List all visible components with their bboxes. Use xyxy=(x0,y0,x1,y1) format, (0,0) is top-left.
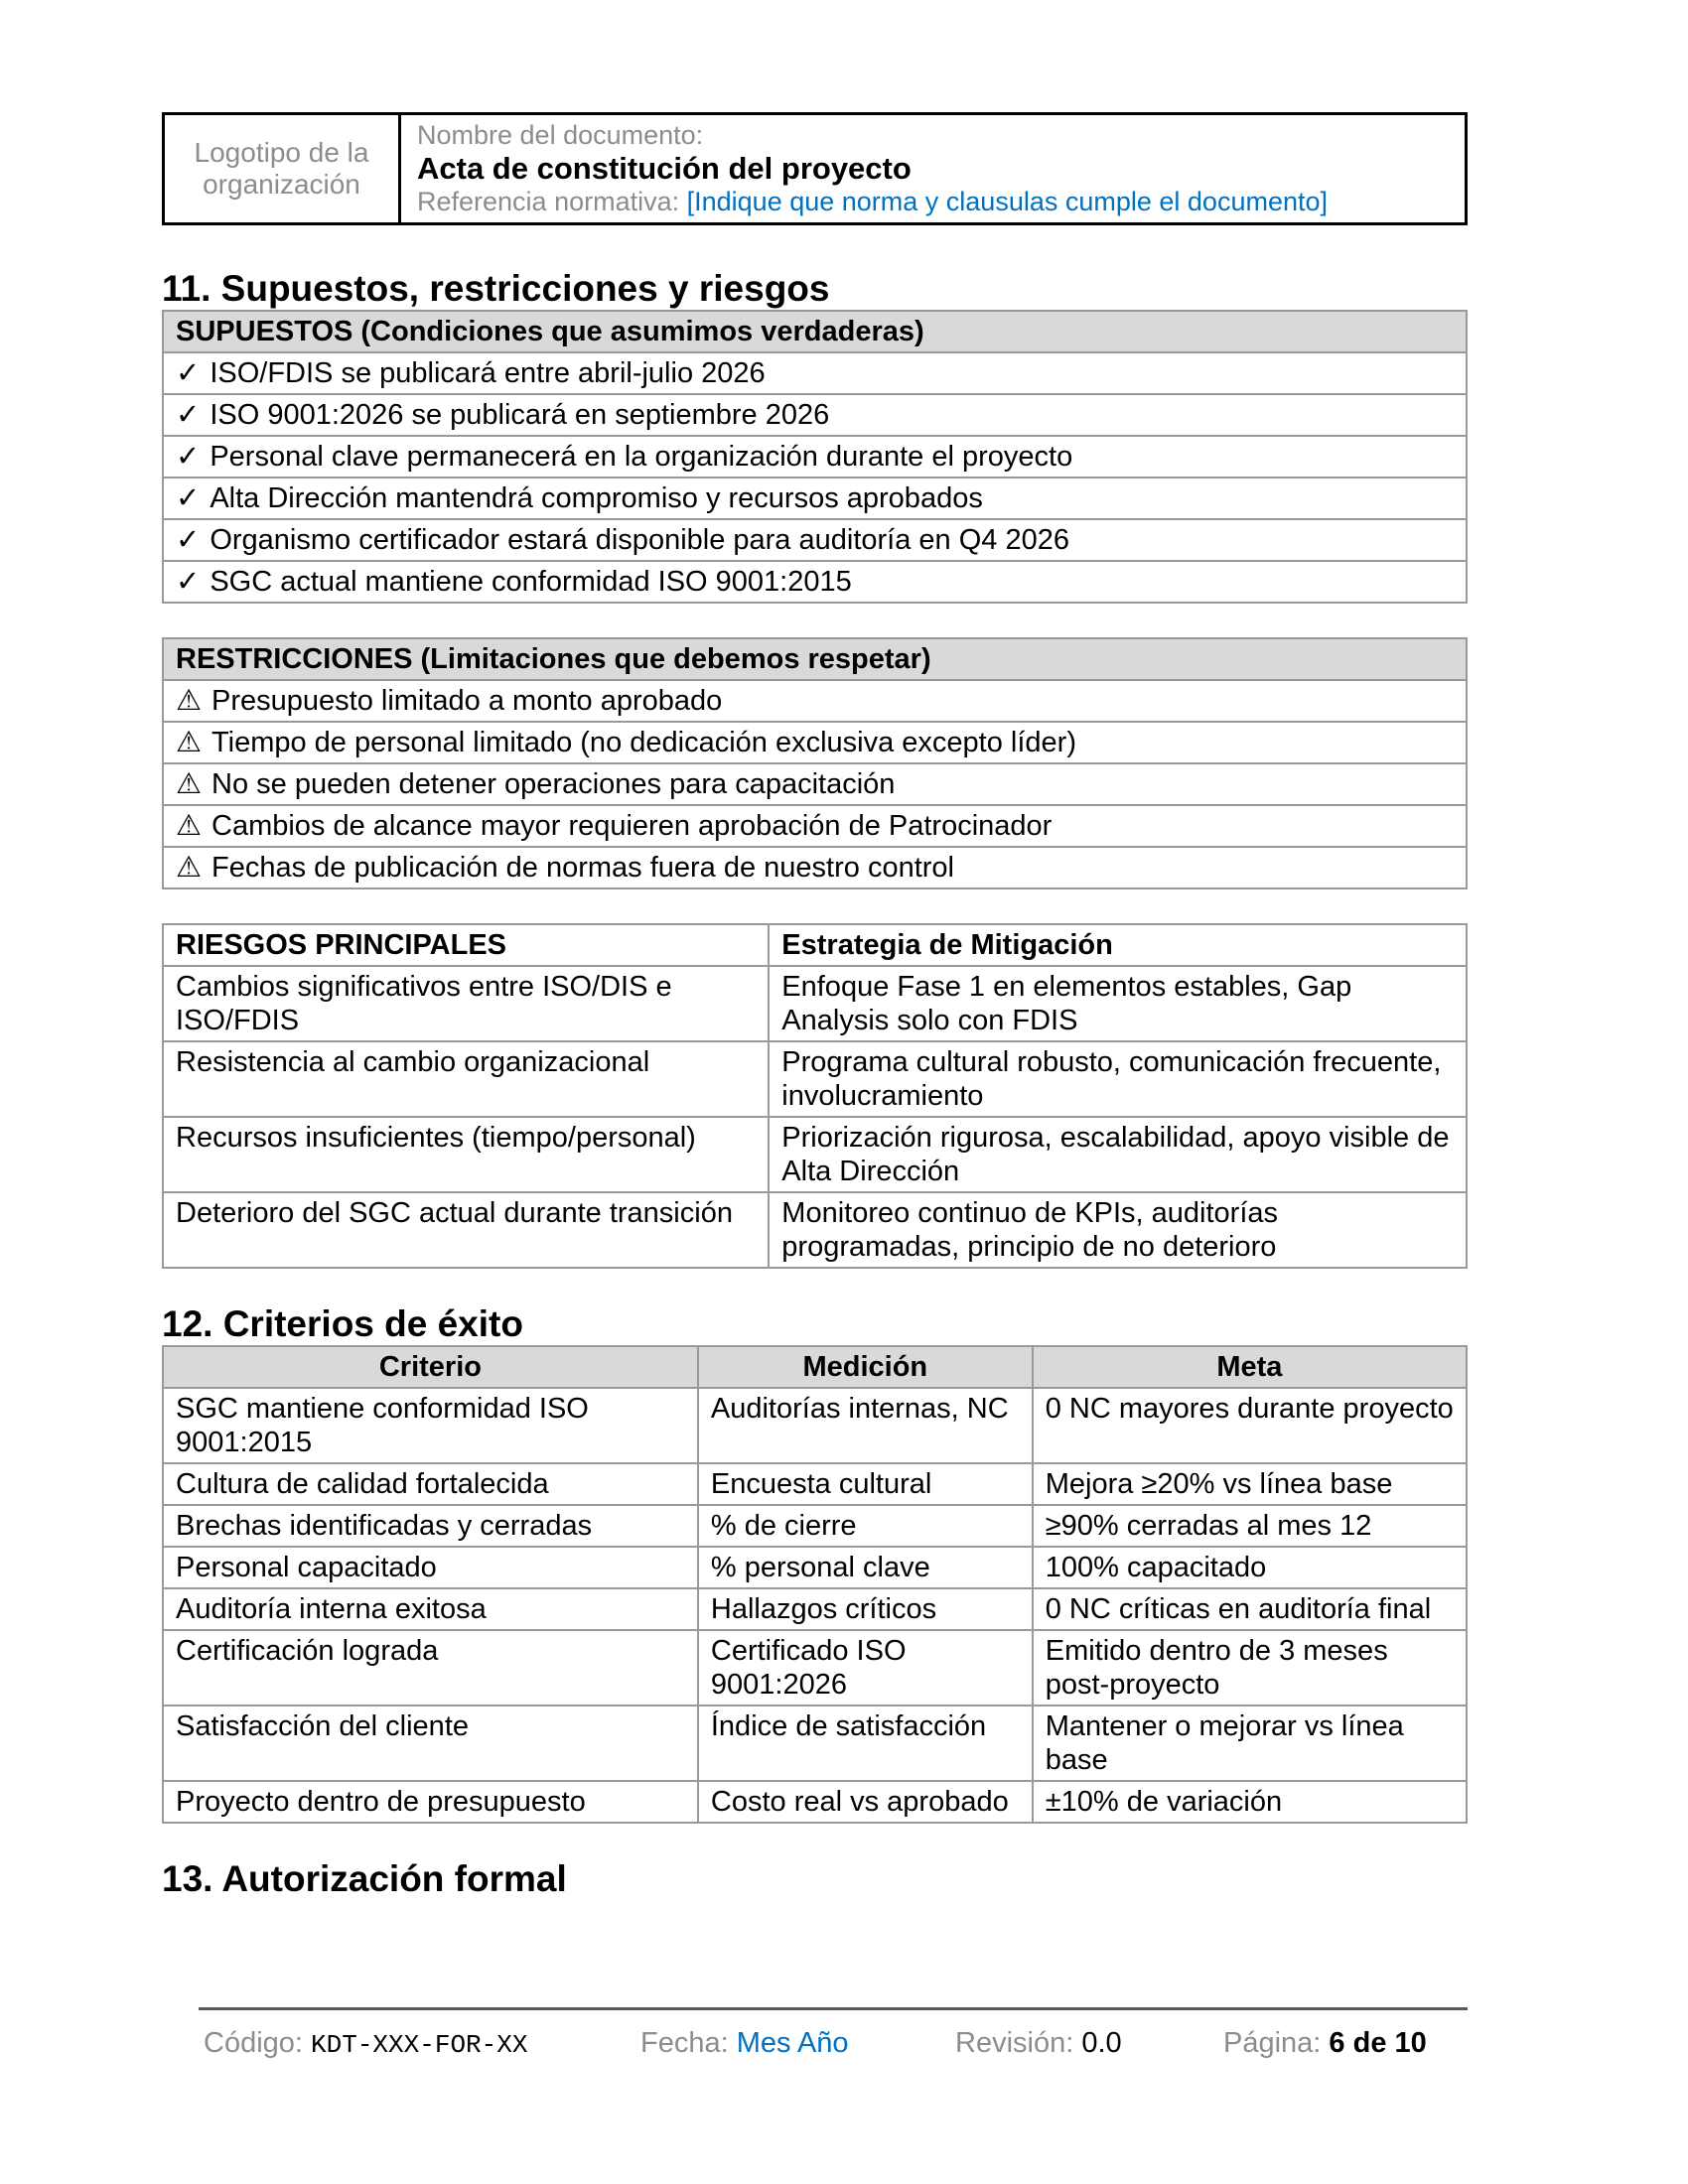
meta-cell: 0 NC mayores durante proyecto xyxy=(1033,1388,1467,1463)
criterio-cell: Certificación lograda xyxy=(163,1630,698,1706)
table-row xyxy=(163,1192,1467,1268)
medicion-cell: Auditorías internas, NC xyxy=(698,1388,1033,1463)
table-row xyxy=(163,1388,1467,1463)
riesgo-cell: Cambios significativos entre ISO/DIS e ISO/FDIS xyxy=(163,966,769,1041)
restricciones-header-row xyxy=(163,638,1467,680)
footer-divider xyxy=(199,2007,1468,2010)
organization-logo-placeholder xyxy=(165,115,401,222)
check-icon: ✓ xyxy=(176,566,201,598)
codigo-label: Código: xyxy=(204,2027,312,2059)
document-header-box xyxy=(162,112,1468,225)
warning-icon: ⚠ xyxy=(176,852,202,884)
revision-value: 0.0 xyxy=(1081,2027,1122,2059)
criterio-col-header: Criterio xyxy=(163,1346,698,1388)
footer-fecha xyxy=(640,2025,849,2061)
supuesto-text: Personal clave permanecerá en la organización durante el proyecto xyxy=(210,441,1073,473)
criterios-table xyxy=(162,1345,1468,1824)
revision-label: Revisión: xyxy=(955,2027,1082,2059)
supuestos-table xyxy=(162,310,1468,604)
table-row xyxy=(163,352,1467,394)
supuesto-text: SGC actual mantiene conformidad ISO 9001:2015 xyxy=(210,566,852,598)
table-row xyxy=(163,1041,1467,1117)
table-row xyxy=(163,1117,1467,1192)
meta-cell: ±10% de variación xyxy=(1033,1781,1467,1823)
medicion-cell: Hallazgos críticos xyxy=(698,1588,1033,1630)
table-row xyxy=(163,1588,1467,1630)
table-row xyxy=(163,1781,1467,1823)
meta-cell: Mantener o mejorar vs línea base xyxy=(1033,1706,1467,1781)
table-row xyxy=(163,478,1467,519)
criterio-cell: SGC mantiene conformidad ISO 9001:2015 xyxy=(163,1388,698,1463)
medicion-cell: % personal clave xyxy=(698,1547,1033,1588)
meta-col-header: Meta xyxy=(1033,1346,1467,1388)
table-row xyxy=(163,1630,1467,1706)
medicion-col-header: Medición xyxy=(698,1346,1033,1388)
table-row xyxy=(163,763,1467,805)
footer-pagina xyxy=(1223,2025,1427,2061)
pagina-value: 6 de 10 xyxy=(1329,2027,1427,2059)
meta-cell: Emitido dentro de 3 meses post-proyecto xyxy=(1033,1630,1467,1706)
meta-cell: ≥90% cerradas al mes 12 xyxy=(1033,1505,1467,1547)
section-11-title: 11. Supuestos, restricciones y riesgos xyxy=(162,268,830,309)
section-13-title: 13. Autorización formal xyxy=(162,1858,567,1899)
table-row xyxy=(163,1505,1467,1547)
mitigacion-cell: Enfoque Fase 1 en elementos estables, Gap Analysis solo con FDIS xyxy=(769,966,1467,1041)
criterio-cell: Proyecto dentro de presupuesto xyxy=(163,1781,698,1823)
table-row xyxy=(163,680,1467,722)
mitigacion-cell: Monitoreo continuo de KPIs, auditorías programadas, principio de no deterioro xyxy=(769,1192,1467,1268)
riesgos-col1-header: RIESGOS PRINCIPALES xyxy=(163,924,769,966)
normative-reference-label: Referencia normativa: xyxy=(417,187,687,216)
check-icon: ✓ xyxy=(176,482,201,514)
table-row xyxy=(163,1547,1467,1588)
document-title: Acta de constitución del proyecto xyxy=(417,151,912,186)
meta-cell: 0 NC críticas en auditoría final xyxy=(1033,1588,1467,1630)
fecha-value: Mes Año xyxy=(736,2027,849,2059)
document-name-label: Nombre del documento: xyxy=(417,120,704,150)
codigo-value: KDT-XXX-FOR-XX xyxy=(311,2030,528,2060)
meta-cell: 100% capacitado xyxy=(1033,1547,1467,1588)
normative-reference-line xyxy=(417,187,1449,217)
restricciones-table xyxy=(162,637,1468,889)
riesgo-cell: Deterioro del SGC actual durante transición xyxy=(163,1192,769,1268)
riesgos-header-row xyxy=(163,924,1467,966)
section-12-title: 12. Criterios de éxito xyxy=(162,1303,523,1344)
table-row xyxy=(163,966,1467,1041)
table-row xyxy=(163,722,1467,763)
warning-icon: ⚠ xyxy=(176,810,202,842)
criterio-cell: Auditoría interna exitosa xyxy=(163,1588,698,1630)
riesgos-table xyxy=(162,923,1468,1269)
check-icon: ✓ xyxy=(176,441,201,473)
criterio-cell: Satisfacción del cliente xyxy=(163,1706,698,1781)
riesgo-cell: Recursos insuficientes (tiempo/personal) xyxy=(163,1117,769,1192)
restriccion-text: Fechas de publicación de normas fuera de nuestro control xyxy=(211,852,954,884)
criterios-header-row xyxy=(163,1346,1467,1388)
warning-icon: ⚠ xyxy=(176,727,202,758)
logo-placeholder-text: Logotipo de la organización xyxy=(194,137,369,200)
supuestos-header-row xyxy=(163,311,1467,352)
document-header-info xyxy=(401,115,1465,222)
fecha-label: Fecha: xyxy=(640,2027,737,2059)
table-row xyxy=(163,1706,1467,1781)
medicion-cell: Índice de satisfacción xyxy=(698,1706,1033,1781)
medicion-cell: Costo real vs aprobado xyxy=(698,1781,1033,1823)
page-footer xyxy=(0,2025,1688,2065)
supuestos-header-cell: SUPUESTOS (Condiciones que asumimos verdaderas) xyxy=(163,311,1467,352)
table-row xyxy=(163,519,1467,561)
restriccion-text: Presupuesto limitado a monto aprobado xyxy=(211,685,723,717)
meta-cell: Mejora ≥20% vs línea base xyxy=(1033,1463,1467,1505)
medicion-cell: Certificado ISO 9001:2026 xyxy=(698,1630,1033,1706)
criterio-cell: Personal capacitado xyxy=(163,1547,698,1588)
normative-reference-placeholder: [Indique que norma y clausulas cumple el documento] xyxy=(686,187,1329,216)
supuesto-text: ISO 9001:2026 se publicará en septiembre 2026 xyxy=(210,399,830,431)
criterio-cell: Cultura de calidad fortalecida xyxy=(163,1463,698,1505)
table-row xyxy=(163,561,1467,603)
medicion-cell: % de cierre xyxy=(698,1505,1033,1547)
table-row xyxy=(163,805,1467,847)
table-row xyxy=(163,394,1467,436)
restriccion-text: No se pueden detener operaciones para capacitación xyxy=(211,768,896,800)
table-row xyxy=(163,436,1467,478)
riesgos-col2-header: Estrategia de Mitigación xyxy=(769,924,1467,966)
mitigacion-cell: Priorización rigurosa, escalabilidad, apoyo visible de Alta Dirección xyxy=(769,1117,1467,1192)
supuesto-text: ISO/FDIS se publicará entre abril-julio 2026 xyxy=(210,357,766,389)
restriccion-text: Tiempo de personal limitado (no dedicación exclusiva excepto líder) xyxy=(211,727,1076,758)
table-row xyxy=(163,1463,1467,1505)
check-icon: ✓ xyxy=(176,357,201,389)
medicion-cell: Encuesta cultural xyxy=(698,1463,1033,1505)
document-page xyxy=(162,112,1468,1900)
table-row xyxy=(163,847,1467,888)
restricciones-header-cell: RESTRICCIONES (Limitaciones que debemos respetar) xyxy=(163,638,1467,680)
supuesto-text: Alta Dirección mantendrá compromiso y recursos aprobados xyxy=(210,482,983,514)
check-icon: ✓ xyxy=(176,399,201,431)
footer-revision xyxy=(955,2025,1122,2061)
supuesto-text: Organismo certificador estará disponible para auditoría en Q4 2026 xyxy=(210,524,1069,556)
pagina-label: Página: xyxy=(1223,2027,1330,2059)
criterio-cell: Brechas identificadas y cerradas xyxy=(163,1505,698,1547)
mitigacion-cell: Programa cultural robusto, comunicación frecuente, involucramiento xyxy=(769,1041,1467,1117)
footer-codigo xyxy=(204,2025,527,2063)
restriccion-text: Cambios de alcance mayor requieren aprobación de Patrocinador xyxy=(211,810,1053,842)
check-icon: ✓ xyxy=(176,524,201,556)
riesgo-cell: Resistencia al cambio organizacional xyxy=(163,1041,769,1117)
warning-icon: ⚠ xyxy=(176,768,202,800)
warning-icon: ⚠ xyxy=(176,685,202,717)
